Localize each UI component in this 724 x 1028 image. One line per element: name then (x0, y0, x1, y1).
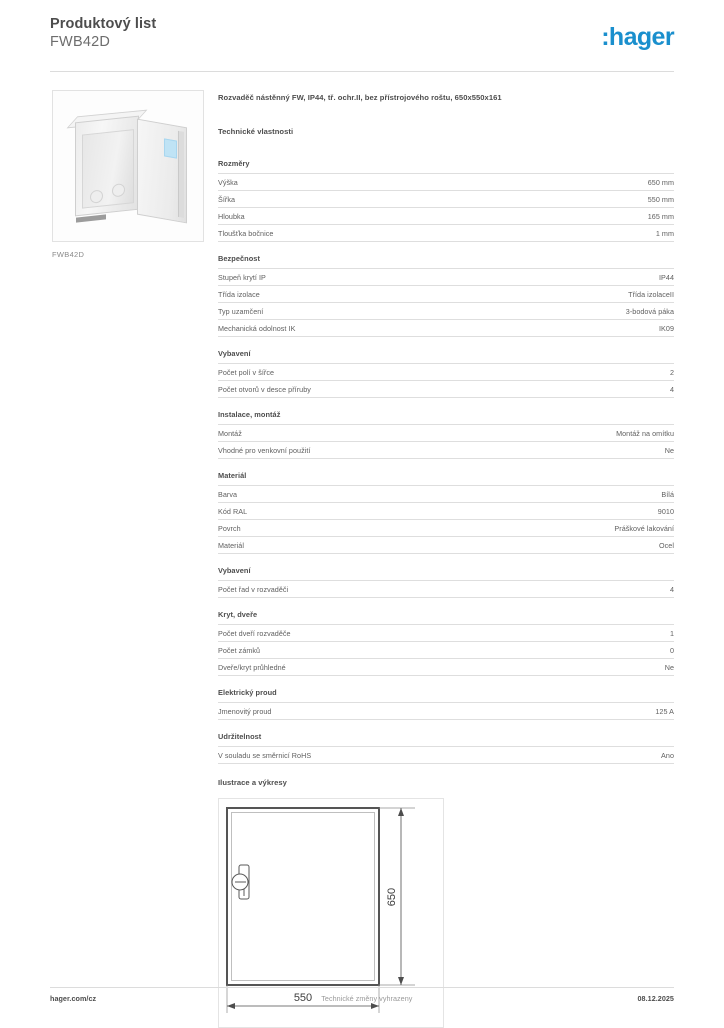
spec-group (218, 349, 674, 398)
spec-group (218, 688, 674, 720)
spec-group (218, 610, 674, 676)
spec-label: V souladu se směrnicí RoHS (218, 751, 312, 760)
enclosure-door-edge (178, 131, 184, 218)
spec-group-title: Udržitelnost (218, 732, 262, 741)
technical-drawing-svg (219, 799, 443, 1027)
header-divider (50, 71, 674, 72)
product-code-subtitle: FWB42D (50, 34, 111, 50)
spec-value: 1 mm (655, 229, 674, 238)
spec-row (218, 173, 674, 190)
spec-label: Kód RAL (218, 507, 248, 516)
footer-website-link[interactable]: hager.com/cz (50, 994, 97, 1003)
spec-value: Bílá (661, 490, 674, 499)
spec-group-title: Rozměry (218, 159, 250, 168)
spec-label: Počet otvorů v desce příruby (218, 385, 311, 394)
spec-label: Vhodné pro venkovní použití (218, 446, 311, 455)
spec-groups-container (218, 159, 674, 764)
spec-value: 550 mm (647, 195, 674, 204)
drawing-arrow-left (227, 1003, 235, 1009)
enclosure-door-label (164, 138, 177, 158)
spec-label: Počet řad v rozvaděči (218, 585, 289, 594)
footer-divider (50, 987, 674, 988)
spec-row (218, 441, 674, 459)
spec-row (218, 519, 674, 536)
spec-row (218, 702, 674, 720)
spec-group-title: Kryt, dveře (218, 610, 258, 619)
spec-value: 125 A (655, 707, 674, 716)
spec-label: Mechanická odolnost IK (218, 324, 296, 333)
spec-value: Montáž na omítku (616, 429, 674, 438)
enclosure-illustration (67, 111, 189, 219)
spec-row (218, 224, 674, 242)
spec-value: 650 mm (647, 178, 674, 187)
spec-label: Dveře/kryt průhledné (218, 663, 286, 672)
spec-value: Ocel (659, 541, 674, 550)
spec-group (218, 159, 674, 242)
spec-value: 2 (669, 368, 674, 377)
spec-group-title: Materiál (218, 471, 247, 480)
spec-group-title: Vybavení (218, 566, 251, 575)
spec-row (218, 302, 674, 319)
drawing-door-outline (232, 813, 375, 981)
spec-row (218, 580, 674, 598)
spec-label: Hloubka (218, 212, 245, 221)
drawing-arrow-down (398, 977, 404, 985)
drawing-arrow-right (371, 1003, 379, 1009)
spec-value: Ne (664, 446, 674, 455)
drawing-dimension-width: 550 (293, 992, 313, 1004)
spec-group (218, 254, 674, 337)
spec-value: IP44 (659, 273, 674, 282)
drawings-title: Ilustrace a výkresy (218, 778, 287, 787)
spec-row (218, 285, 674, 302)
page-footer (50, 994, 674, 1003)
spec-row (218, 207, 674, 224)
spec-row (218, 485, 674, 502)
spec-label: Počet polí v šířce (218, 368, 275, 377)
spec-value: Ano (661, 751, 674, 760)
spec-group (218, 410, 674, 459)
drawings-block (218, 778, 674, 1028)
spec-value: Ne (664, 663, 674, 672)
spec-label: Počet dveří rozvaděče (218, 629, 291, 638)
spec-label: Stupeň krytí IP (218, 273, 266, 282)
spec-value: Práškové lakování (614, 524, 674, 533)
spec-label: Povrch (218, 524, 241, 533)
spec-label: Montáž (218, 429, 242, 438)
spec-label: Tloušťka bočnice (218, 229, 274, 238)
spec-group (218, 471, 674, 554)
spec-value: 165 mm (647, 212, 674, 221)
spec-group (218, 566, 674, 598)
spec-value: 3-bodová páka (625, 307, 674, 316)
spec-row (218, 536, 674, 554)
spec-group-title: Elektrický proud (218, 688, 277, 697)
footer-disclaimer: Technické změny vyhrazeny (321, 994, 413, 1003)
spec-value: IK09 (659, 324, 674, 333)
spec-row (218, 658, 674, 676)
spec-value: 0 (669, 646, 674, 655)
specifications-column (218, 92, 674, 1028)
enclosure-body (75, 116, 139, 217)
spec-group-title: Bezpečnost (218, 254, 260, 263)
product-description: Rozvaděč nástěnný FW, IP44, tř. ochr.II, bez přístrojového roštu, 650x550x161 (218, 93, 502, 102)
spec-value: 9010 (657, 507, 674, 516)
product-photo-caption: FWB42D (52, 250, 85, 259)
spec-value: Třída izolaceII (628, 290, 674, 299)
header-titles (50, 16, 156, 51)
spec-row (218, 380, 674, 398)
spec-label: Materiál (218, 541, 244, 550)
spec-label: Třída izolace (218, 290, 260, 299)
spec-group-title: Vybavení (218, 349, 251, 358)
spec-label: Jmenovitý proud (218, 707, 272, 716)
spec-label: Výška (218, 178, 238, 187)
product-media (52, 90, 204, 259)
spec-value: 4 (669, 385, 674, 394)
spec-label: Barva (218, 490, 238, 499)
drawing-arrow-up (398, 808, 404, 816)
spec-row (218, 363, 674, 380)
specs-section-title: Technické vlastnosti (218, 127, 294, 136)
spec-group-title: Instalace, montáž (218, 410, 281, 419)
spec-label: Počet zámků (218, 646, 261, 655)
drawing-dimension-height: 650 (386, 887, 398, 907)
footer-date: 08.12.2025 (637, 994, 674, 1003)
spec-group (218, 732, 674, 764)
spec-row (218, 319, 674, 337)
spec-value: 1 (669, 629, 674, 638)
spec-value: 4 (669, 585, 674, 594)
spec-row (218, 641, 674, 658)
spec-label: Typ uzamčení (218, 307, 264, 316)
page-header (50, 16, 674, 68)
enclosure-door (137, 119, 187, 224)
page-title: Produktový list (50, 16, 157, 32)
spec-row (218, 268, 674, 285)
spec-row (218, 190, 674, 207)
spec-row (218, 502, 674, 519)
hager-logo: :hager (601, 23, 674, 51)
spec-row (218, 424, 674, 441)
product-photo (52, 90, 204, 242)
spec-row (218, 746, 674, 764)
spec-label: Šířka (218, 195, 236, 204)
spec-row (218, 624, 674, 641)
